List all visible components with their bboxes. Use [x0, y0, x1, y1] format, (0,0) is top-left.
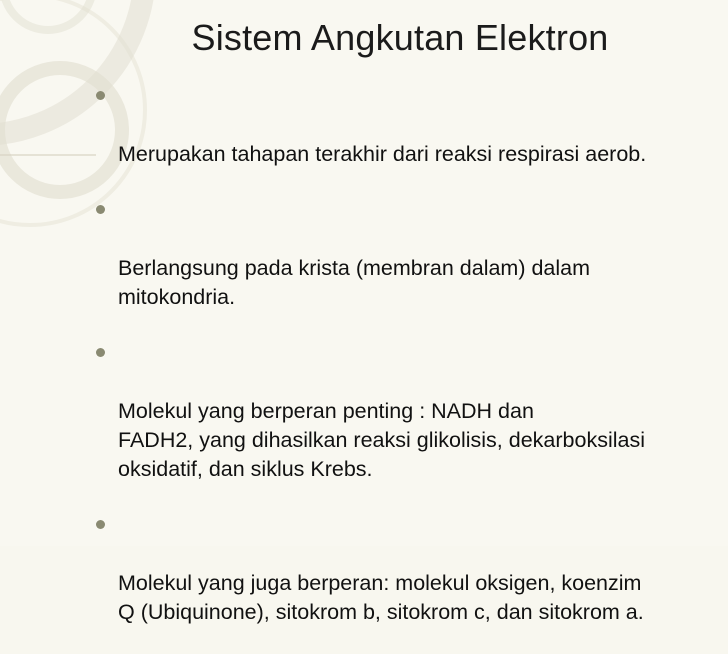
bullet-marker-icon	[96, 520, 105, 529]
bullet-item	[96, 339, 721, 484]
bullet-text: Molekul yang juga berperan: molekul oksigen, koenzim Q (Ubiquinone), sitokrom b, sitokrom c, dan sitokrom a.	[118, 571, 644, 624]
bullet-item	[96, 82, 721, 169]
bullet-item	[96, 511, 721, 627]
slide-title: Sistem Angkutan Elektron	[191, 17, 609, 58]
bullet-text: Merupakan tahapan terakhir dari reaksi respirasi aerob.	[118, 142, 647, 166]
bullet-text: Berlangsung pada krista (membran dalam) dalam mitokondria.	[118, 256, 591, 309]
bullet-marker-icon	[96, 205, 105, 214]
bullet-marker-icon	[96, 348, 105, 357]
bullet-marker-icon	[96, 91, 105, 100]
bullet-list	[96, 82, 721, 654]
bullet-item	[96, 196, 721, 312]
decor-ring-small	[3, 0, 93, 30]
bullet-text: Molekul yang berperan penting : NADH dan FADH2, yang dihasilkan reaksi glikolisis, dekarboksilasi oksidatif, dan siklus Krebs.	[118, 399, 645, 481]
